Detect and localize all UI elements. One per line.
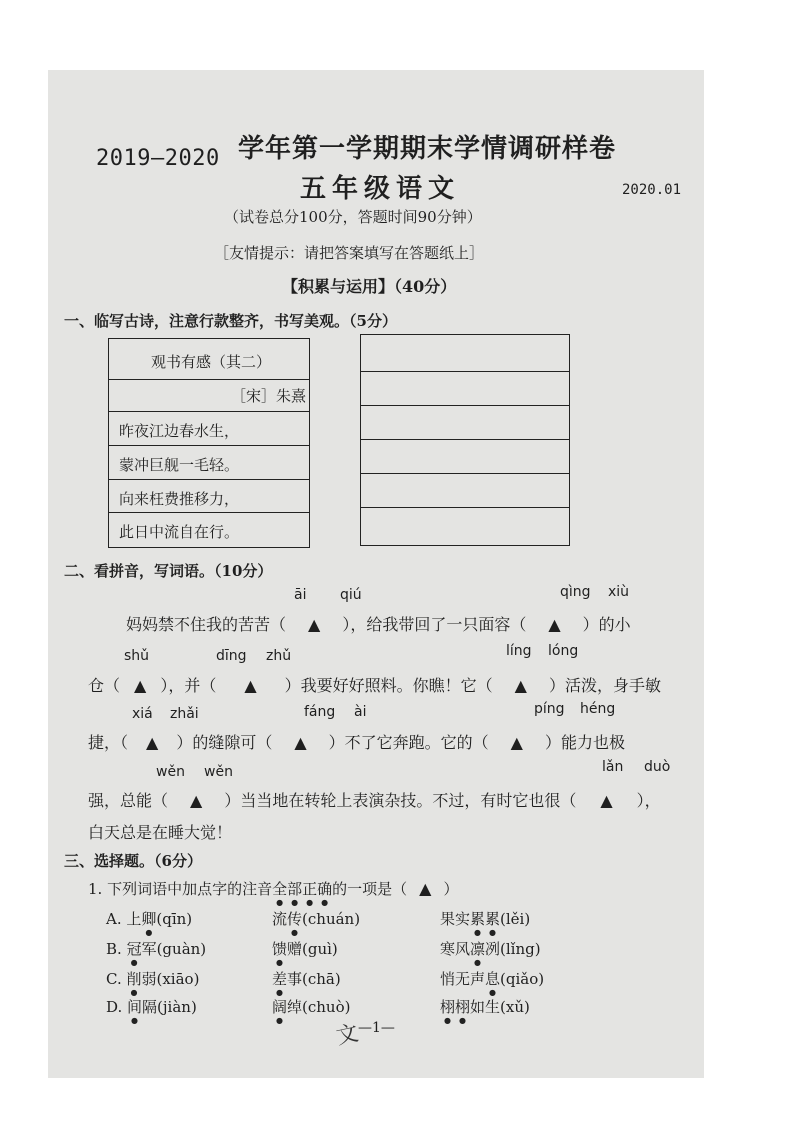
pinyin: píng	[534, 701, 565, 717]
dotted-character: 削	[126, 970, 142, 988]
option-text: D.	[106, 998, 128, 1016]
option-text: 寒风	[440, 940, 471, 958]
dotted-character: 差	[272, 970, 288, 988]
option-text: C.	[106, 970, 127, 988]
pinyin: xiá	[132, 706, 153, 722]
option-text: (qīn)	[156, 910, 193, 928]
pinyin: fáng	[304, 704, 336, 720]
dotted-character: 冠	[126, 940, 142, 958]
pinyin: xiù	[608, 584, 630, 600]
pinyin: lóng	[548, 643, 579, 659]
option-text: (chuán)	[302, 910, 361, 928]
pinyin: qìng	[560, 584, 591, 600]
pinyin: zhǔ	[266, 648, 292, 664]
q1-heading: 一、临写古诗，注意行款整齐，书写美观。（5分）	[64, 312, 397, 330]
option-text: 果实	[440, 910, 471, 928]
dotted-character: 息	[485, 970, 501, 988]
answer-blank-marker: ▲	[510, 733, 523, 752]
option-item	[440, 938, 541, 967]
fill-line-4	[88, 788, 661, 811]
answer-blank-marker: ▲	[308, 615, 321, 634]
exam-date: 2020.01	[622, 182, 682, 198]
q2-heading: 二、看拼音，写词语。（10分）	[64, 562, 273, 580]
pinyin: duò	[644, 759, 671, 775]
emphasized-text: 全部正确	[272, 880, 333, 898]
text-segment: ）能力也极	[544, 733, 625, 752]
q3-question-1	[88, 878, 458, 907]
poem-author: ［宋］朱熹	[231, 387, 307, 405]
question-text: ）	[443, 880, 459, 898]
exam-year-range: 2019—2020	[96, 146, 220, 171]
answer-blank-marker: ▲	[419, 879, 432, 898]
dotted-character: 凛	[470, 940, 486, 958]
text-segment: ），给我带回了一只面容（	[342, 615, 527, 634]
option-text: B.	[106, 940, 127, 958]
option-item	[106, 938, 206, 967]
option-item	[272, 938, 338, 967]
option-text: A. 上	[106, 910, 142, 928]
option-text: 弱(xiāo)	[141, 970, 200, 988]
pinyin: lǎn	[602, 759, 624, 775]
text-segment: ）的小	[582, 615, 631, 634]
option-text: 冽(lǐng)	[485, 940, 541, 958]
poem-line-4: 此日中流自在行。	[119, 523, 240, 541]
pinyin: wěn	[156, 764, 185, 780]
dotted-character: 间	[127, 998, 143, 1016]
answer-blank-marker: ▲	[190, 791, 203, 810]
text-segment: ）的缝隙可（	[176, 733, 273, 752]
answer-blank-marker: ▲	[294, 733, 307, 752]
option-item	[272, 908, 360, 937]
question-text: 的一项是（	[332, 880, 408, 898]
poem-line-3: 向来枉费推移力，	[119, 490, 240, 508]
writing-row	[361, 335, 569, 372]
text-segment: 仓（	[88, 676, 121, 695]
fill-line-3	[88, 730, 625, 753]
text-segment: 强，总能（	[88, 791, 169, 810]
answer-blank-marker: ▲	[600, 791, 613, 810]
exam-title: 学年第一学期期末学情调研样卷	[238, 134, 617, 164]
poem-line-1: 昨夜江边春水生，	[119, 422, 240, 440]
score-note: （试卷总分100分，答题时间90分钟）	[224, 208, 482, 226]
option-item	[440, 968, 544, 997]
option-text: 绰(chuò)	[287, 998, 351, 1016]
poem-line-2: 蒙冲巨舰一毛轻。	[119, 456, 240, 474]
option-text: 军(guàn)	[141, 940, 207, 958]
text-segment: ）活泼，身手敏	[548, 676, 661, 695]
question-text: 1. 下列词语中加点字的注音	[88, 880, 273, 898]
writing-row	[361, 473, 569, 508]
exam-paper	[48, 70, 704, 1078]
option-item	[272, 968, 341, 997]
page-number: —1—	[358, 1020, 395, 1036]
exam-subtitle: 五年级语文	[300, 174, 461, 204]
pinyin: héng	[580, 701, 616, 717]
writing-row	[361, 439, 569, 474]
option-text: 悄无声	[440, 970, 486, 988]
option-text: 隔(jiàn)	[142, 998, 197, 1016]
part-title: 【积累与运用】（40分）	[282, 277, 457, 296]
option-text: (lěi)	[500, 910, 531, 928]
poem-box	[108, 338, 310, 548]
option-item	[106, 908, 192, 937]
text-segment: ）不了它奔跑。它的（	[328, 733, 489, 752]
dotted-character: 累累	[470, 910, 501, 928]
text-segment: 捷，（	[88, 733, 129, 752]
option-text: (qiǎo)	[500, 970, 545, 988]
pinyin: shǔ	[124, 648, 150, 664]
text-segment: ），	[636, 791, 661, 810]
fill-line-1	[126, 612, 631, 635]
pinyin: āi	[294, 587, 307, 603]
text-segment: ）我要好好照料。你瞧！它（	[284, 676, 493, 695]
pinyin: líng	[506, 643, 532, 659]
option-text: 赠(guì)	[287, 940, 338, 958]
pinyin: dīng	[216, 648, 247, 664]
option-item	[106, 968, 199, 997]
writing-row	[361, 405, 569, 440]
option-item	[440, 908, 530, 937]
poem-title: 观书有感（其二）	[151, 353, 272, 371]
fill-line-2	[88, 673, 661, 696]
option-item	[106, 996, 197, 1025]
fill-line-5: 白天总是在睡大觉！	[88, 823, 233, 842]
handwritten-scribble: 文	[334, 1020, 361, 1050]
answer-blank-marker: ▲	[146, 733, 159, 752]
writing-row	[361, 371, 569, 406]
option-text: 如生(xǔ)	[470, 998, 530, 1016]
dotted-character: 栩栩	[440, 998, 471, 1016]
option-text: 流	[272, 910, 288, 928]
text-segment: ）当当地在转轮上表演杂技。不过，有时它也很（	[224, 791, 577, 810]
dotted-character: 馈	[272, 940, 288, 958]
dotted-character: 阔	[272, 998, 288, 1016]
text-segment: 妈妈禁不住我的苦苦（	[126, 615, 287, 634]
answer-blank-marker: ▲	[514, 676, 527, 695]
pinyin: qiú	[340, 587, 362, 603]
answer-blank-marker: ▲	[134, 676, 147, 695]
q3-heading: 三、选择题。（6分）	[64, 852, 202, 870]
dotted-character: 传	[287, 910, 303, 928]
friendly-tip: ［友情提示：请把答案填写在答题纸上］	[214, 244, 485, 262]
copy-writing-box	[360, 334, 570, 546]
pinyin: wěn	[204, 764, 233, 780]
pinyin: ài	[354, 704, 367, 720]
pinyin: zhǎi	[170, 706, 199, 722]
dotted-character: 卿	[141, 910, 157, 928]
answer-blank-marker: ▲	[548, 615, 561, 634]
option-item	[440, 996, 530, 1025]
option-text: 事(chā)	[287, 970, 341, 988]
text-segment: ），并（	[160, 676, 217, 695]
answer-blank-marker: ▲	[244, 676, 257, 695]
